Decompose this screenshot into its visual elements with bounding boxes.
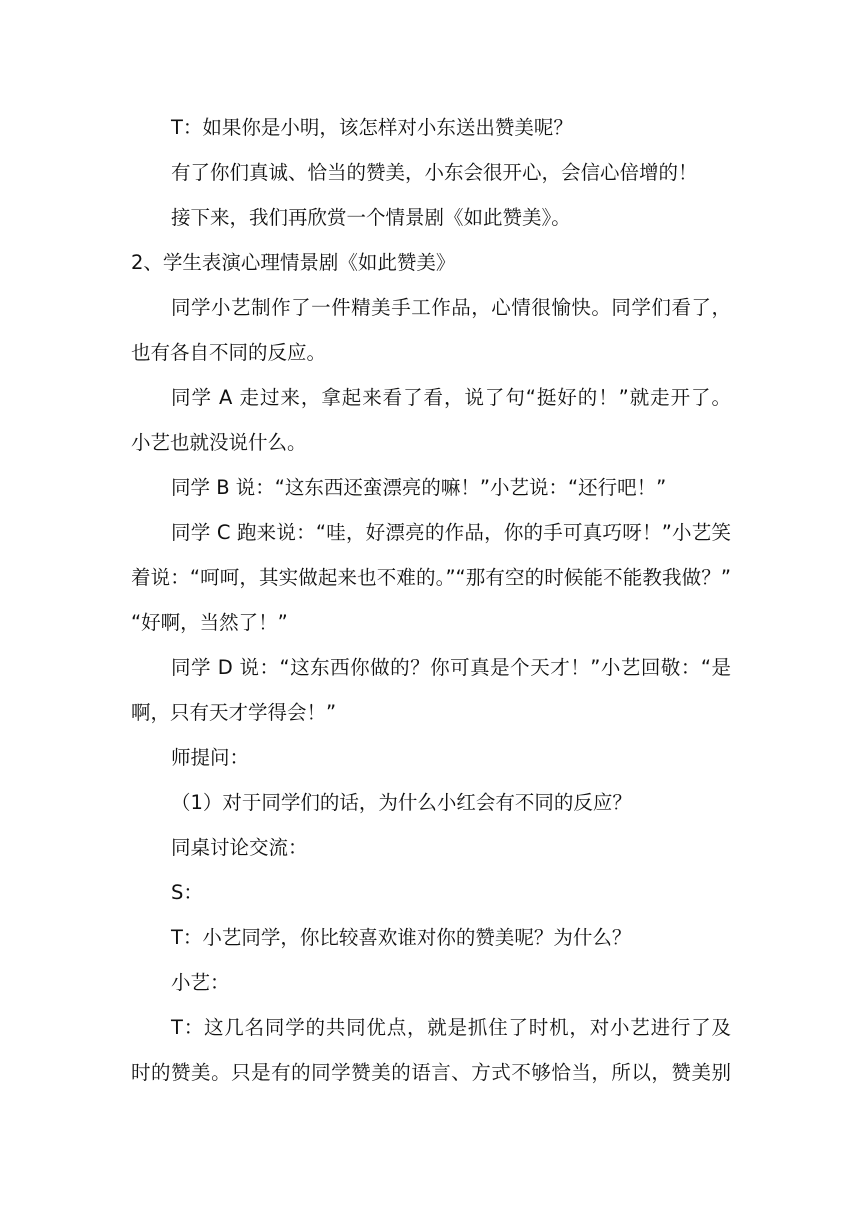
paragraph-line: 啊，只有天才学得会！” [131, 701, 337, 724]
section-heading: 2、学生表演心理情景剧《如此赞美》 [131, 251, 456, 274]
paragraph-line: T：小艺同学，你比较喜欢谁对你的赞美呢？为什么？ [171, 926, 632, 949]
paragraph-line: 也有各自不同的反应。 [131, 341, 327, 364]
paragraph-line: 小艺： [171, 971, 230, 994]
paragraph-line: “好啊，当然了！” [131, 611, 288, 634]
paragraph-line: T：这几名同学的共同优点，就是抓住了时机，对小艺进行了及 [171, 1016, 731, 1039]
paragraph-line: 同学 C 跑来说：“哇，好漂亮的作品，你的手可真巧呀！”小艺笑 [171, 521, 731, 544]
paragraph-line: 同学 A 走过来，拿起来看了看，说了句“挺好的！”就走开了。 [171, 386, 731, 409]
paragraph-line: 同桌讨论交流： [171, 836, 308, 859]
paragraph-line: 师提问： [171, 746, 250, 769]
paragraph-line: 同学 D 说：“这东西你做的？你可真是个天才！”小艺回敬：“是 [171, 656, 731, 679]
paragraph-line: 有了你们真诚、恰当的赞美，小东会很开心，会信心倍增的！ [171, 161, 698, 184]
paragraph-line: 时的赞美。只是有的同学赞美的语言、方式不够恰当，所以，赞美别 [131, 1061, 731, 1084]
paragraph-line: T：如果你是小明，该怎样对小东送出赞美呢？ [171, 116, 573, 139]
paragraph-line: 同学 B 说：“这东西还蛮漂亮的嘛！”小艺说：“还行吧！” [171, 476, 667, 499]
question-line: （1）对于同学们的话，为什么小红会有不同的反应？ [171, 791, 632, 814]
paragraph-line: 接下来，我们再欣赏一个情景剧《如此赞美》。 [171, 206, 571, 229]
paragraph-line: 同学小艺制作了一件精美手工作品，心情很愉快。同学们看了， [171, 296, 731, 319]
paragraph-line: 小艺也就没说什么。 [131, 431, 307, 454]
paragraph-line: S： [171, 881, 203, 904]
paragraph-line: 着说：“呵呵，其实做起来也不难的。”“那有空的时候能不能教我做？” [131, 566, 731, 589]
